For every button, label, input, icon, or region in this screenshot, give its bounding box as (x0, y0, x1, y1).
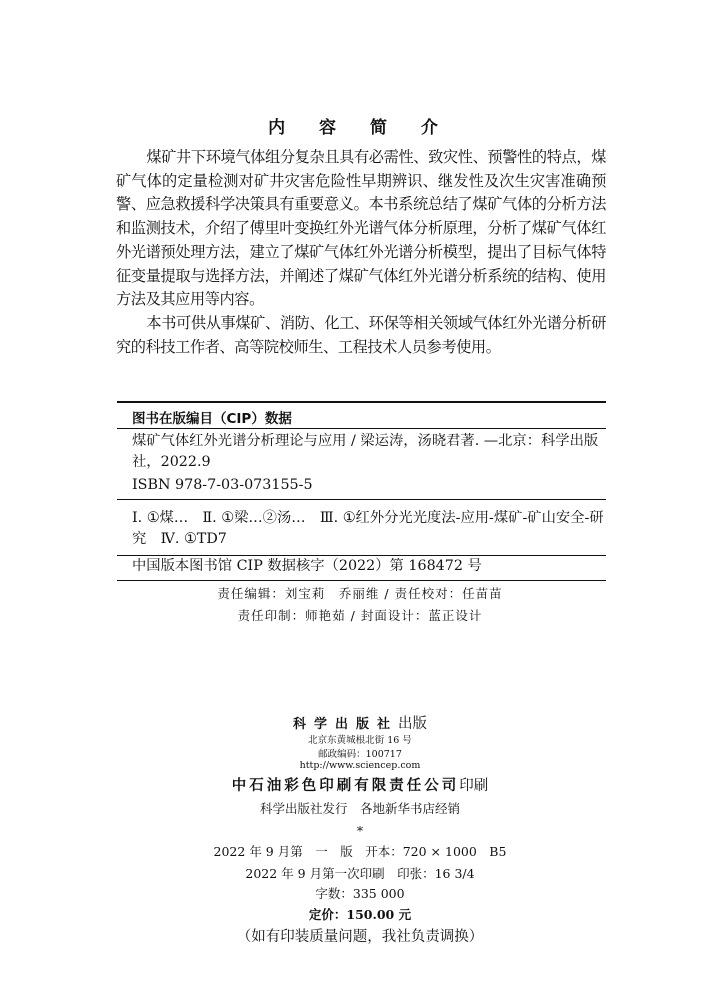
quality-notice: （如有印装质量问题，我社负责调换） (236, 929, 484, 945)
printer-suffix: 印刷 (459, 778, 489, 794)
intro-paragraph: 本书可供从事煤矿、消防、化工、环保等相关领域气体红外光谱分析研究的科技工作者、高等院校师生、工程技术人员参考使用。 (116, 313, 606, 356)
credits-editors: 责任编辑：刘宝莉 乔丽维 / 责任校对：任苗苗 (217, 586, 503, 601)
printer-name: 中石油彩色印刷有限责任公司 (231, 777, 460, 794)
publisher-address: 北京东黄城根北街 16 号 (308, 735, 412, 746)
separator-star: * (356, 823, 364, 838)
intro-title: 内 容 简 介 (268, 118, 452, 138)
cip-classification: Ⅰ. ①煤… Ⅱ. ①梁…②汤… Ⅲ. ①红外分光光度法-应用-煤矿-矿山安全-研究 Ⅳ. ①TD7 (132, 510, 604, 547)
publisher-line (0, 712, 720, 733)
cip-heading: 图书在版编目（CIP）数据 (132, 411, 292, 427)
edition-line: 2022 年 9 月第 一 版 开本：720 × 1000 B5 (213, 844, 507, 859)
cip-isbn: ISBN 978-7-03-073155-5 (132, 477, 313, 493)
publisher-name: 科学出版社 (292, 717, 398, 732)
cip-library-record: 中国版本图书馆 CIP 数据核字（2022）第 168472 号 (132, 558, 482, 574)
intro-body (116, 146, 606, 359)
publisher-suffix: 出版 (398, 716, 427, 732)
word-count: 字数：335 000 (315, 886, 405, 901)
cip-citation: 煤矿气体红外光谱分析理论与应用 / 梁运涛，汤晓君著. —北京：科学出版社，2022.9 (132, 433, 599, 470)
publisher-postcode: 邮政编码：100717 (318, 749, 402, 760)
price: 定价：150.00 元 (308, 907, 412, 922)
publisher-website: http://www.sciencep.com (299, 760, 421, 771)
distribution-line: 科学出版社发行 各地新华书店经销 (259, 801, 460, 816)
credits-production: 责任印制：师艳茹 / 封面设计：蓝正设计 (237, 608, 483, 623)
intro-paragraph: 煤矿井下环境气体组分复杂且具有必需性、致灾性、预警性的特点，煤矿气体的定量检测对矿井灾害危险性早期辨识、继发性及次生灾害准确预警、应急救援科学决策具有重要意义。本书系统总结了煤矿气体的分析方法和监测技术，介绍了傅里叶变换红外光谱气体分析原理，分析了煤矿气体红外光谱预处理方法，建立了煤矿气体红外光谱分析模型，提出了目标气体特征变量提取与选择方法，并阐述了煤矿气体红外光谱分析系统的结构、使用方法及其应用等内容。 (116, 148, 606, 309)
printing-line: 2022 年 9 月第一次印刷 印张：16 3/4 (245, 866, 475, 881)
cip-heading-rule (117, 428, 606, 429)
cip-bottom-rule (117, 580, 606, 581)
cip-isbn-rule (117, 499, 606, 500)
printer-line (0, 774, 720, 795)
cip-top-rule (117, 401, 606, 403)
